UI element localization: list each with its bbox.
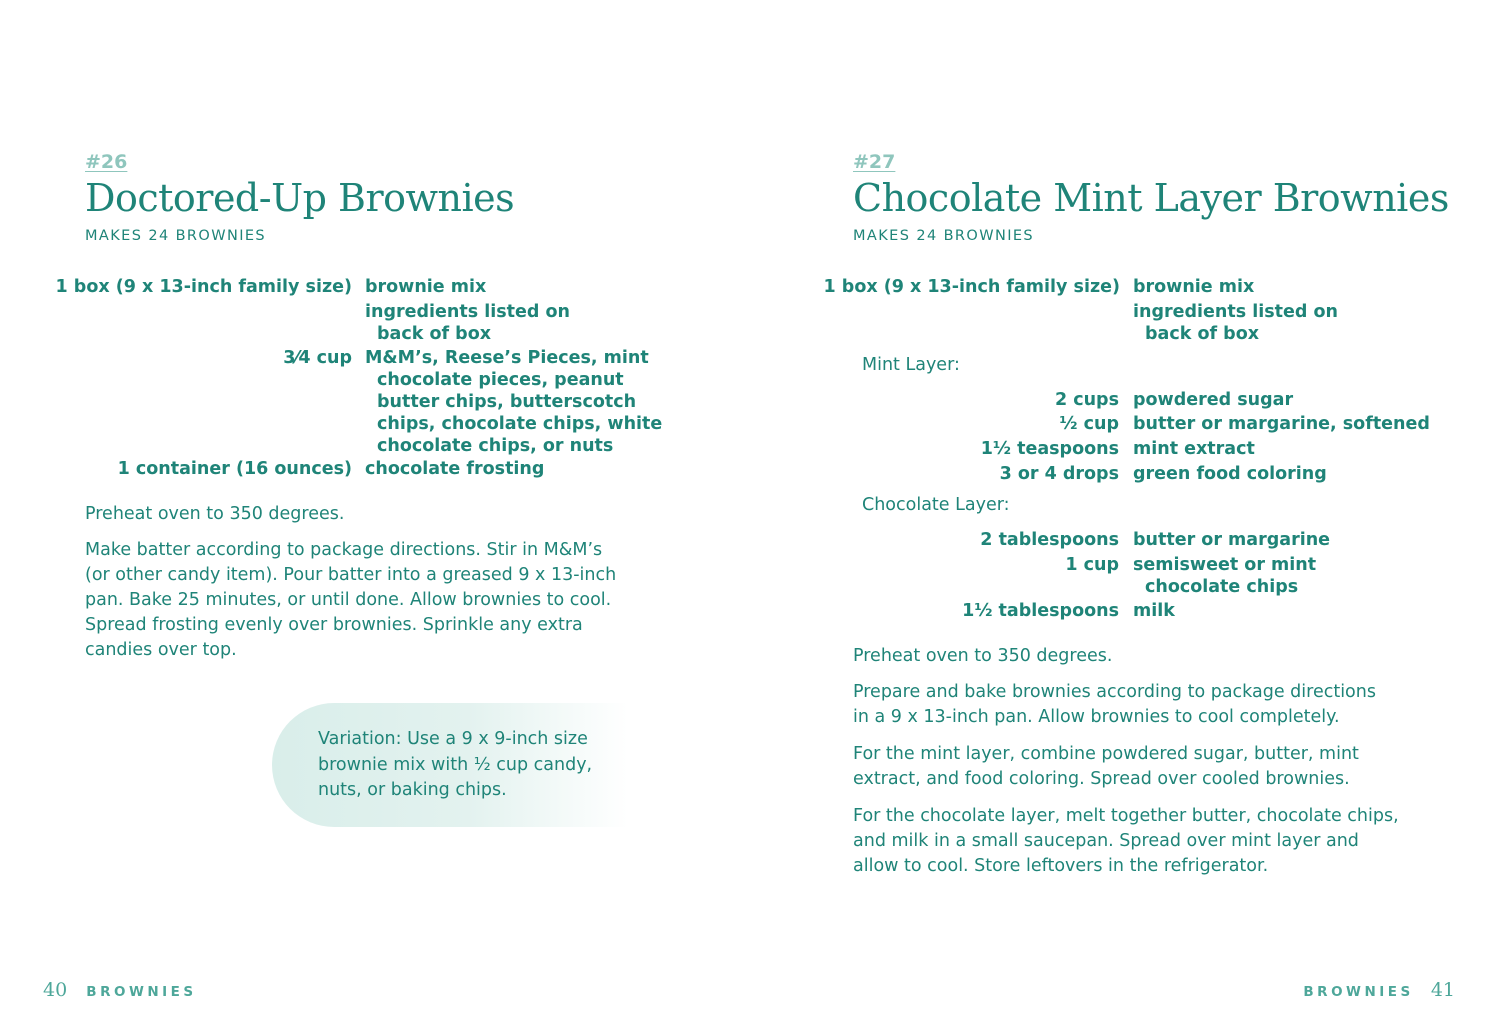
ingredient-quantity: 1 cup — [1065, 555, 1119, 575]
ingredient-name: brownie mix — [1133, 277, 1255, 297]
direction-paragraph: Preheat oven to 350 degrees. — [85, 504, 345, 524]
page-footer — [43, 979, 197, 1001]
ingredient-name: butter or margarine, softened — [1133, 414, 1430, 434]
page-footer — [1303, 979, 1455, 1001]
ingredient-name: semisweet or mint chocolate chips — [1133, 555, 1317, 597]
ingredient-name: green food coloring — [1133, 464, 1327, 484]
recipe-number: #27 — [853, 151, 896, 173]
ingredient-quantity: 2 tablespoons — [980, 530, 1119, 550]
ingredient-quantity: ½ cup — [1059, 414, 1119, 434]
page-number: 41 — [1430, 979, 1455, 1001]
ingredient-name: M&M’s, Reese’s Pieces, mint chocolate pieces, peanut butter chips, butterscotch chips, chocolate chips, white chocolate chips, or nuts — [365, 348, 663, 456]
right-page — [750, 0, 1500, 1036]
recipe-title: Chocolate Mint Layer Brownies — [853, 176, 1449, 220]
ingredient-quantity: 1 box (9 x 13-inch family size) — [823, 277, 1120, 297]
ingredient-quantity: 1 box (9 x 13-inch family size) — [55, 277, 352, 297]
direction-paragraph: Prepare and bake brownies according to package directions in a 9 x 13-inch pan. Allow brownies to cool completely. — [853, 682, 1376, 727]
ingredient-name: brownie mix — [365, 277, 487, 297]
ingredient-quantity: 3 or 4 drops — [999, 464, 1119, 484]
direction-paragraph: For the mint layer, combine powdered sugar, butter, mint extract, and food coloring. Spread over cooled brownies. — [853, 744, 1359, 789]
ingredient-quantity: 2 cups — [1054, 390, 1119, 410]
variation-text: Variation: Use a 9 x 9-inch size brownie mix with ½ cup candy, nuts, or baking chips. — [318, 729, 593, 800]
ingredient-name: chocolate frosting — [365, 459, 545, 479]
direction-paragraph: Preheat oven to 350 degrees. — [853, 646, 1113, 666]
ingredient-name: ingredients listed on back of box — [1133, 302, 1338, 344]
ingredient-quantity: 1 container (16 ounces) — [117, 459, 352, 479]
section-name: BROWNIES — [1303, 984, 1414, 1000]
direction-paragraph: For the chocolate layer, melt together butter, chocolate chips, and milk in a small saucepan. Spread over mint layer and allow to cool. Store leftovers in the refrigerator. — [853, 806, 1399, 876]
ingredient-name: butter or margarine — [1133, 530, 1331, 550]
ingredient-name: powdered sugar — [1133, 390, 1294, 410]
variation-callout — [272, 703, 628, 827]
ingredient-quantity: 3⁄4 cup — [283, 348, 352, 368]
direction-paragraph: Make batter according to package directions. Stir in M&M’s (or other candy item). Pour batter into a greased 9 x 13-inch pan. Bake 25 minutes, or until done. Allow brownies to cool. Spread frosting evenly over brownies. Sprinkle any extra candies over top. — [85, 540, 617, 660]
ingredient-quantity: 1½ tablespoons — [962, 601, 1119, 621]
recipe-yield: MAKES 24 BROWNIES — [853, 228, 1035, 244]
recipe-number: #26 — [85, 151, 128, 173]
mint-layer-label: Mint Layer: — [862, 355, 960, 375]
ingredient-name: ingredients listed on back of box — [365, 302, 570, 344]
ingredient-name: mint extract — [1133, 439, 1255, 459]
chocolate-layer-label: Chocolate Layer: — [862, 495, 1010, 515]
section-name: BROWNIES — [86, 984, 197, 1000]
recipe-title: Doctored-Up Brownies — [85, 176, 515, 220]
ingredient-name: milk — [1133, 601, 1175, 621]
ingredient-quantity: 1½ teaspoons — [980, 439, 1119, 459]
page-number: 40 — [43, 979, 68, 1001]
recipe-yield: MAKES 24 BROWNIES — [85, 228, 267, 244]
